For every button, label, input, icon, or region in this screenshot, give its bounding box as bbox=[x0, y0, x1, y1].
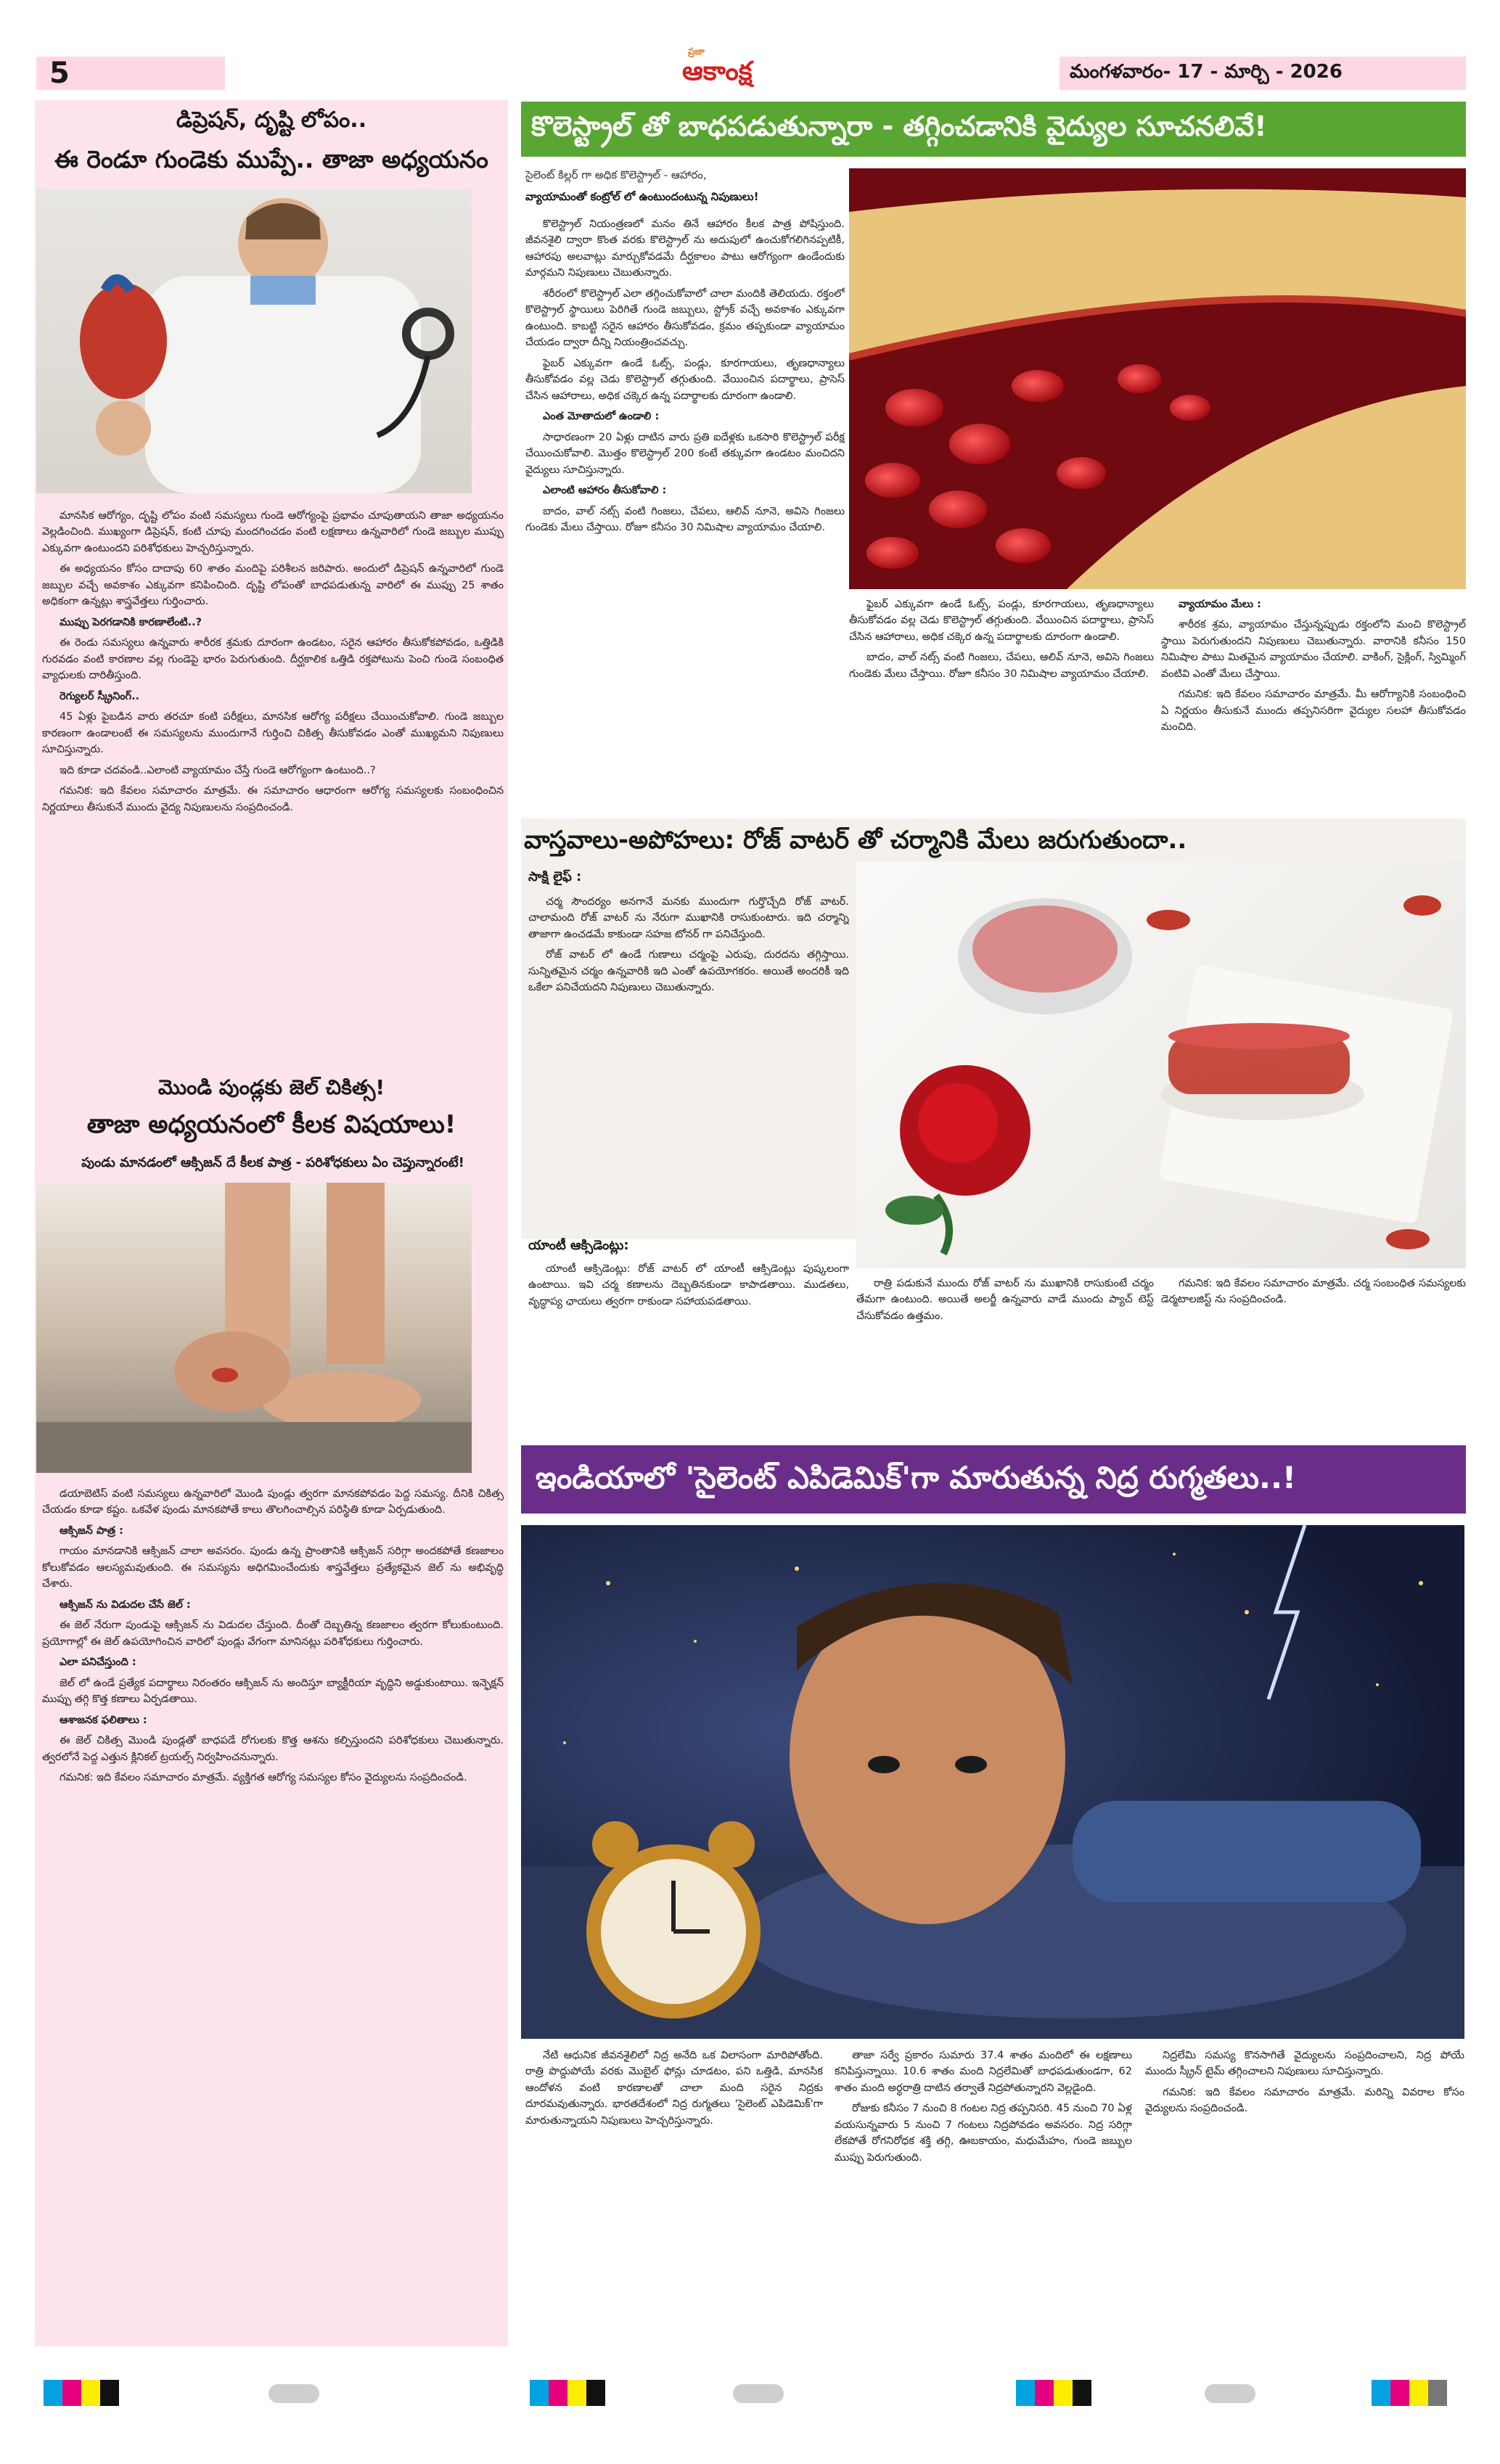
depression-subhead: ముప్పు పెరగడానికి కారణాలేంటి..? bbox=[60, 616, 202, 628]
insomnia-photo bbox=[521, 1525, 1464, 2039]
sleep-col2 bbox=[835, 2048, 1132, 2338]
color-strip bbox=[44, 2380, 119, 2409]
foot-para: ఈ జెల్ చికిత్స మొండి పుండ్లతో బాధపడే రోగులకు కొత్త ఆశను కల్పిస్తుందని పరిశోధకులు చెబుతున్నారు. త్వరలోనే పెద్ద ఎత్తున క్లినికల్ ట్రయల్స్ నిర్వహించనున్నారు. bbox=[42, 1735, 504, 1763]
cholesterol-subhead: వ్యాయామం మేలు : bbox=[1179, 599, 1261, 610]
foot-note: గమనిక: ఇది కేవలం సమాచారం మాత్రమే. వ్యక్తిగత ఆరోగ్య సమస్యల కోసం వైద్యులను సంప్రదించండి. bbox=[60, 1772, 467, 1784]
depression-para: ఈ అధ్యయనం కోసం దాదాపు 60 శాతం మందిపై పరిశీలన జరిపారు. అందులో డిప్రెషన్ ఉన్నవారిలో గుండె జబ్బుల వచ్చే అవకాశం ఎక్కువగా కనిపించింది. దృష్టి లోపంతో బాధపడుతున్న వారిలో ఈ ముప్పు 25 శాతం అధికంగా ఉన్నట్లు శాస్త్రవేత్తలు గుర్తించారు. bbox=[42, 563, 504, 608]
logo-name: ఆకాంక్ష bbox=[682, 57, 753, 86]
cholesterol-para: ఫైబర్ ఎక్కువగా ఉండే ఓట్స్, పండ్లు, కూరగాయలు, తృణధాన్యాలు తీసుకోవడం వల్ల చెడు కొలెస్ట్రాల్ తగ్గుతుంది. వేయించిన పదార్థాలు, ప్రాసెస్ చేసిన ఆహారాలు, అధిక చక్కెర ఉన్న పదార్థాలకు దూరంగా ఉండాలి. bbox=[849, 599, 1154, 643]
color-strip bbox=[1016, 2380, 1091, 2409]
rose-water-photo bbox=[856, 862, 1466, 1268]
foot-subhead: ఎలా పనిచేస్తుంది : bbox=[60, 1656, 136, 1669]
foot-subhead: పుండు మానడంలో ఆక్సిజన్ దే కీలక పాత్ర - పరిశోధకులు ఏం చెప్తున్నారంటే! bbox=[81, 1155, 464, 1170]
rose-para: చర్మ సౌందర్యం అనగానే మనకు ముందుగా గుర్తొచ్చేది రోజ్ వాటర్. చాలామంది రోజ్ వాటర్ ను నేరుగా ముఖానికి రాసుకుంటారు. ఇది చర్మాన్ని తాజాగా ఉంచడమే కాకుండా సహజ టోనర్ గా పనిచేస్తుంది. bbox=[528, 896, 849, 940]
registration-pill bbox=[1205, 2384, 1255, 2403]
depression-kicker: డిప్రెషన్, దృష్టి లోపం.. bbox=[176, 107, 367, 133]
sleep-col1 bbox=[525, 2048, 823, 2338]
rose-col2 bbox=[528, 1261, 849, 1435]
depression-note: గమనిక: ఇది కేవలం సమాచారం మాత్రమే. ఈ సమాచారం ఆధారంగా ఆరోగ్య సమస్యలకు సంబంధించిన నిర్ణయాలు తీసుకునే ముందు వైద్య నిపుణులను సంప్రదించండి. bbox=[42, 785, 504, 813]
rose-col4 bbox=[1161, 1276, 1466, 1435]
depression-headline: ఈ రెండూ గుండెకు ముప్పే.. తాజా అధ్యయనం bbox=[54, 145, 488, 173]
cholesterol-headline: కొలెస్ట్రాల్ తో బాధపడుతున్నారా - తగ్గించడానికి వైద్యుల సూచనలివే! bbox=[531, 110, 1267, 142]
registration-pill bbox=[733, 2384, 784, 2403]
cholesterol-para: కొలెస్ట్రాల్ నియంత్రణలో మనం తినే ఆహారం కీలక పాత్ర పోషిస్తుంది. జీవనశైలి ద్వారా కొంత వరకు కొలెస్ట్రాల్ ను అదుపులో ఉంచుకోగలిగినప్పటికీ, ఆహారపు అలవాట్లు మార్చుకోవడమే దీర్ఘకాలం పాటు ఆరోగ్యంగా ఉండేందుకు మార్గమని నిపుణులు చెబుతున్నారు. bbox=[525, 218, 845, 279]
cholesterol-para: సాధారణంగా 20 ఏళ్లు దాటిన వారు ప్రతి ఐదేళ్లకు ఒకసారి కొలెస్ట్రాల్ పరీక్ష చేయించుకోవాలి. మొత్తం కొలెస్ట్రాల్ 200 కంటే తక్కువగా ఉండటం మంచిదని వైద్యులు సూచిస్తున్నారు. bbox=[525, 431, 845, 476]
foot-subhead: ఆక్సిజన్ పాత్ర : bbox=[60, 1524, 123, 1537]
logo-small-text: ప్రజా bbox=[688, 46, 705, 57]
sleep-para: నేటి ఆధునిక జీవనశైలిలో నిద్ర అనేది ఒక విలాసంగా మారిపోతోంది. రాత్రి పొద్దుపోయే వరకు మొబైల్ ఫోన్లు చూడటం, పని ఒత్తిడి, మానసిక ఆందోళన వంటి కారణాలతో చాలా మంది సరైన నిద్రకు దూరమవుతున్నారు. భారతదేశంలో నిద్ర రుగ్మతలు 'సైలెంట్ ఎపిడెమిక్'గా మారుతున్నాయని నిపుణులు హెచ్చరిస్తున్నారు. bbox=[525, 2050, 823, 2127]
sleep-banner bbox=[521, 1445, 1466, 1514]
artery-plaque-illustration bbox=[849, 168, 1466, 589]
rose-para: యాంటీ ఆక్సిడెంట్లు: రోజ్ వాటర్ లో యాంటీ ఆక్సిడెంట్లు పుష్కలంగా ఉంటాయి. ఇవి చర్మ కణాలను దెబ్బతినకుండా కాపాడతాయి. ముడతలు, వృద్ధాప్య ఛాయలు త్వరగా రాకుండా సహాయపడతాయి. bbox=[528, 1263, 849, 1307]
rose-col3 bbox=[856, 1276, 1154, 1435]
cholesterol-para: బాదం, వాల్ నట్స్ వంటి గింజలు, చేపలు, ఆలివ్ నూనె, అవిసె గింజలు గుండెకు మేలు చేస్తాయి. రోజూ కనీసం 30 నిమిషాల వ్యాయామం చేయాలి. bbox=[849, 652, 1154, 680]
page-number: 5 bbox=[49, 57, 70, 90]
depression-para: మానసిక ఆరోగ్యం, దృష్టి లోపం వంటి సమస్యలు గుండె ఆరోగ్యంపై ప్రభావం చూపుతాయని తాజా అధ్యయనం వెల్లడించింది. ముఖ్యంగా డిప్రెషన్, కంటి చూపు మందగించడం వంటి లక్షణాలు ఉన్నవారిలో గుండె జబ్బుల ముప్పు ఎక్కువగా ఉంటుందని పరిశోధకులు హెచ్చరిస్తున్నారు. bbox=[42, 510, 504, 554]
rose-para: రోజ్ వాటర్ లో ఉండే గుణాలు చర్మంపై ఎరుపు, దురదను తగ్గిస్తాయి. సున్నితమైన చర్మం ఉన్నవారికి ఇది ఎంతో ఉపయోగకరం. అయితే అందరికీ ఇది ఒకేలా పనిచేయదని నిపుణులు చెబుతున్నారు. bbox=[528, 949, 849, 994]
foot-subhead: ఆశాజనక ఫలితాలు : bbox=[60, 1714, 147, 1726]
cholesterol-para: బాదం, వాల్ నట్స్ వంటి గింజలు, చేపలు, ఆలివ్ నూనె, అవిసె గింజలు గుండెకు మేలు చేస్తాయి. రోజూ కనీసం 30 నిమిషాల వ్యాయామం చేయాలి. bbox=[525, 505, 845, 533]
foot-headline: తాజా అధ్యయనంలో కీలక విషయాలు! bbox=[86, 1110, 456, 1139]
sleep-headline: ఇండియాలో 'సైలెంట్ ఎపిడెమిక్'గా మారుతున్న నిద్ర రుగ్మతలు..! bbox=[536, 1460, 1297, 1495]
rose-note: గమనిక: ఇది కేవలం సమాచారం మాత్రమే. చర్మ సంబంధిత సమస్యలకు డెర్మటాలజిస్ట్ ను సంప్రదించండి. bbox=[1161, 1278, 1466, 1306]
date-tab bbox=[1060, 57, 1466, 90]
cholesterol-subhead: ఎంత మోతాదులో ఉండాలి : bbox=[543, 411, 660, 423]
logo bbox=[682, 46, 784, 91]
color-strip bbox=[530, 2380, 605, 2409]
foot-para: జెల్ లో ఉండే ప్రత్యేక పదార్థాలు నిరంతరం ఆక్సిజన్ ను అందిస్తూ బ్యాక్టీరియా వృద్ధిని అడ్డుకుంటాయి. ఇన్ఫెక్షన్ ముప్పు తగ్గి కొత్త కణాలు ఏర్పడతాయి. bbox=[42, 1677, 504, 1706]
foot-kicker: మొండి పుండ్లకు జెల్ చికిత్స! bbox=[157, 1075, 385, 1099]
depression-body bbox=[42, 508, 504, 1067]
cholesterol-subhead: ఎలాంటి ఆహారం తీసుకోవాలి : bbox=[543, 485, 667, 497]
depression-para: ఇది కూడా చదవండి..ఎలాంటి వ్యాయామం చేస్తే గుండె ఆరోగ్యంగా ఉంటుంది..? bbox=[60, 764, 376, 776]
cholesterol-para: శారీరక శ్రమ, వ్యాయామం చేస్తున్నప్పుడు రక్తంలోని మంచి కొలెస్ట్రాల్ స్థాయి పెరుగుతుందని నిపుణులు చెబుతున్నారు. వారానికి కనీసం 150 నిమిషాల పాటు మితమైన వ్యాయామం చేయాలి. వాకింగ్, సైక్లింగ్, స్విమ్మింగ్ వంటివి ఎంతో మేలు చేస్తాయి. bbox=[1161, 619, 1466, 680]
depression-para: 45 ఏళ్లు పైబడిన వారు తరచూ కంటి పరీక్షలు, మానసిక ఆరోగ్య పరీక్షలు చేయించుకోవాలి. గుండె జబ్బుల కారణంగా ఉండాలంటే ఈ సమస్యలను ముందుగానే గుర్తించి చికిత్స తీసుకోవడం ఎంతో ముఖ్యమని నిపుణులు సూచిస్తున్నారు. bbox=[42, 711, 504, 756]
cholesterol-para: శరీరంలో కొలెస్ట్రాల్ ఎలా తగ్గించుకోవాలో చాలా మందికి తెలియదు. రక్తంలో కొలెస్ట్రాల్ స్థాయిలు పెరిగితే గుండె జబ్బులు, స్ట్రోక్ వచ్చే అవకాశం ఎక్కువగా ఉంటుంది. కాబట్టి సరైన ఆహారం తీసుకోవడం, క్రమం తప్పకుండా వ్యాయామం చేయడం ద్వారా దీన్ని నియంత్రించవచ్చు. bbox=[525, 287, 845, 349]
cholesterol-banner bbox=[521, 102, 1466, 157]
issue-date: మంగళవారం- 17 - మార్చి - 2026 bbox=[1070, 61, 1343, 83]
cholesterol-note: గమనిక: ఇది కేవలం సమాచారం మాత్రమే. మీ ఆరోగ్యానికి సంబంధించి ఏ నిర్ణయం తీసుకునే ముందు తప్పనిసరిగా వైద్యుల సలహా తీసుకోవడం మంచిది. bbox=[1161, 689, 1466, 734]
rose-byline: సాక్షి లైఫ్ : bbox=[528, 869, 582, 884]
foot-para: ఈ జెల్ నేరుగా పుండుపై ఆక్సిజన్ ను విడుదల చేస్తుంది. దీంతో దెబ్బతిన్న కణజాలం త్వరగా కోలుకుంటుంది. ప్రయోగాల్లో ఈ జెల్ ఉపయోగించిన వారిలో పుండ్లు వేగంగా మానినట్లు పరిశోధకులు గుర్తించారు. bbox=[42, 1619, 504, 1648]
rose-headline: వాస్తవాలు-అపోహలు: రోజ్ వాటర్ తో చర్మానికి మేలు జరుగుతుందా.. bbox=[524, 826, 1187, 855]
cholesterol-para: ఫైబర్ ఎక్కువగా ఉండే ఓట్స్, పండ్లు, కూరగాయలు, తృణధాన్యాలు తీసుకోవడం వల్ల చెడు కొలెస్ట్రాల్ తగ్గుతుంది. వేయించిన పదార్థాలు, ప్రాసెస్ చేసిన ఆహారాలు, అధిక చక్కెర ఉన్న పదార్థాలకు దూరంగా ఉండాలి. bbox=[525, 357, 845, 402]
foot-para: డయాబెటిస్ వంటి సమస్యలు ఉన్నవారిలో మొండి పుండ్లు త్వరగా మానకపోవడం పెద్ద సమస్య. దీనికి చికిత్స చేయడం కూడా కష్టం. ఒకవేళ పుండు మానకపోతే కాలు తొలగించాల్సిన పరిస్థితి కూడా ఏర్పడుతుంది. bbox=[42, 1488, 504, 1516]
sleep-para: నిద్రలేమి సమస్య కొనసాగితే వైద్యులను సంప్రదించాలని, నిద్ర పోయే ముందు స్క్రీన్ టైమ్ తగ్గించాలని నిపుణులు సూచిస్తున్నారు. bbox=[1145, 2050, 1464, 2078]
depression-subhead: రెగ్యులర్ స్క్రీనింగ్.. bbox=[60, 690, 140, 702]
sleep-para: తాజా సర్వే ప్రకారం సుమారు 37.4 శాతం మందిలో ఈ లక్షణాలు కనిపిస్తున్నాయి. 10.6 శాతం మంది నిద్రలేమితో బాధపడుతుండగా, 62 శాతం మంది అర్ధరాత్రి దాటిన తర్వాతే నిద్రపోతున్నారని వెల్లడైంది. bbox=[835, 2050, 1132, 2094]
registration-marks bbox=[0, 2373, 1500, 2416]
cholesterol-line2: వ్యాయామంతో కంట్రోల్ లో ఉంటుందంటున్న నిపుణులు! bbox=[525, 190, 759, 203]
foot-para: గాయం మానడానికి ఆక్సిజన్ చాలా అవసరం. పుండు ఉన్న ప్రాంతానికి ఆక్సిజన్ సరిగ్గా అందకపోతే కణజాలం కోలుకోవడం ఆలస్యమవుతుంది. ఈ సమస్యను అధిగమించేందుకు శాస్త్రవేత్తలు ప్రత్యేకమైన జెల్ ను అభివృద్ధి చేశారు. bbox=[42, 1545, 504, 1590]
feet-photo bbox=[36, 1183, 472, 1473]
rose-para: రాత్రి పడుకునే ముందు రోజ్ వాటర్ ను ముఖానికి రాసుకుంటే చర్మం తేమగా ఉంటుంది. అయితే అలర్జీ ఉన్నవారు వాడే ముందు ప్యాచ్ టెస్ట్ చేసుకోవడం ఉత్తమం. bbox=[856, 1278, 1154, 1322]
color-strip bbox=[1372, 2380, 1447, 2409]
rose-subhead: యాంటీ ఆక్సిడెంట్లు: bbox=[528, 1238, 629, 1253]
page-number-tab bbox=[36, 57, 225, 90]
depression-para: ఈ రెండు సమస్యలు ఉన్నవారు శారీరక శ్రమకు దూరంగా ఉండటం, సరైన ఆహారం తీసుకోకపోవడం, ఒత్తిడికి గురవడం వంటి కారణాల వల్ల గుండెపై భారం పెరుగుతుంది. దీర్ఘకాలిక ఒత్తిడి రక్తపోటును పెంచి గుండె సంబంధిత వ్యాధులకు దారితీస్తుంది. bbox=[42, 637, 504, 682]
cholesterol-line1: సైలెంట్ కిల్లర్ గా అధిక కొలెస్ట్రాల్ - ఆహారం, bbox=[525, 168, 707, 181]
doctor-heart-photo bbox=[36, 189, 472, 493]
sleep-note: గమనిక: ఇది కేవలం సమాచారం మాత్రమే. మరిన్ని వివరాల కోసం వైద్యులను సంప్రదించండి. bbox=[1145, 2086, 1464, 2115]
masthead bbox=[0, 0, 1500, 91]
sleep-col3 bbox=[1145, 2048, 1464, 2338]
sleep-para: రోజుకు కనీసం 7 నుంచి 8 గంటల నిద్ర తప్పనిసరి. 45 నుంచి 70 ఏళ్ల వయసున్నవారు 5 నుంచి 7 గంటలు నిద్రపోవడం అవసరం. నిద్ర సరిగ్గా లేకపోతే రోగనిరోధక శక్తి తగ్గి, ఊబకాయం, మధుమేహం, గుండె జబ్బుల ముప్పు పెరుగుతుంది. bbox=[835, 2103, 1132, 2164]
foot-body bbox=[42, 1486, 504, 2342]
rose-col1 bbox=[528, 894, 849, 1228]
foot-subhead: ఆక్సిజన్ ను విడుదల చేసే జెల్ : bbox=[60, 1598, 191, 1611]
registration-pill bbox=[269, 2384, 319, 2403]
